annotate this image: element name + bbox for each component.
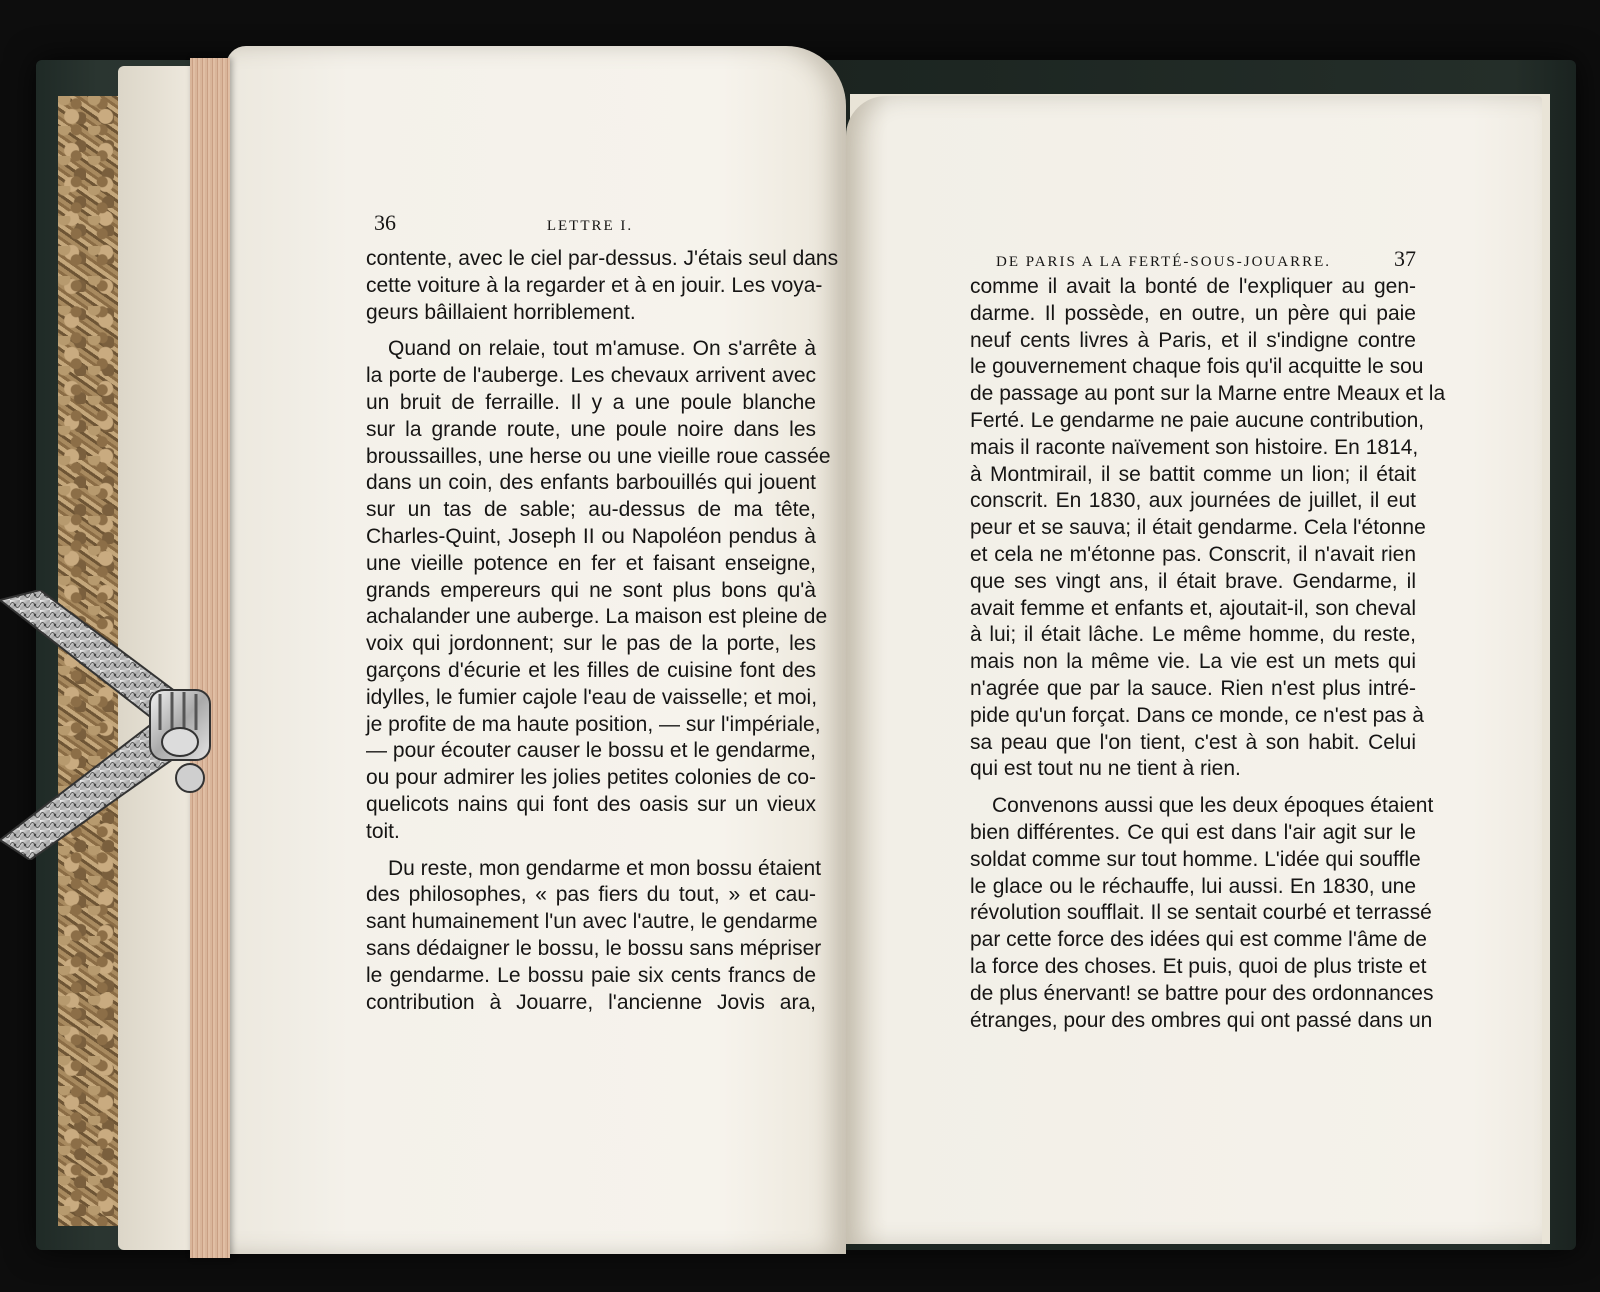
text-line: darme. Il possède, en outre, un père qui paie	[970, 301, 1416, 325]
text-line: conscrit. En 1830, aux journées de juillet, il eut	[970, 489, 1416, 513]
text-line: dans un coin, des enfants barbouillés qui jouent	[366, 471, 816, 495]
text-line: mais non la même vie. La vie est un mets qui	[970, 650, 1416, 674]
text-line: des philosophes, « pas fiers du tout, » et cau-	[366, 883, 816, 907]
text-line: sans dédaigner le bossu, le bossu sans mépriser	[366, 936, 822, 960]
text-line: comme il avait la bonté de l'expliquer au gen-	[970, 275, 1416, 298]
text-line: — pour écouter causer le bossu et le gendarme,	[366, 739, 816, 763]
text-line: à Montmirail, il se battit comme un lion; il était	[970, 462, 1416, 486]
right-running-head: DE PARIS A LA FERTÉ-SOUS-JOUARRE.	[996, 254, 1332, 270]
text-line: toit.	[366, 819, 400, 843]
text-line: un bruit de ferraille. Il y a une poule blanche	[366, 390, 816, 414]
text-line: sur un tas de sable; au-dessus de ma tête,	[366, 498, 816, 522]
text-line: mais il raconte naïvement son histoire. En 1814,	[970, 435, 1419, 459]
text-line: à lui; il était lâche. Le même homme, du reste,	[970, 623, 1416, 647]
text-line: grands empereurs qui ne sont plus bons qu'à	[366, 578, 816, 602]
text-line: Quand on relaie, tout m'amuse. On s'arrête à	[388, 337, 816, 361]
text-line: révolution soufflait. Il se sentait courbé et terrassé	[970, 901, 1432, 925]
text-line: peur et se sauva; il était gendarme. Cela l'étonne	[970, 516, 1426, 540]
text-line: et cela ne m'étonne pas. Conscrit, il n'avait rien	[970, 542, 1416, 566]
text-line: de passage au pont sur la Marne entre Meaux et la	[970, 382, 1446, 406]
left-page	[226, 46, 846, 1254]
text-line: garçons d'écurie et les filles de cuisine font des	[366, 658, 816, 682]
text-line: par cette force des idées qui est comme l'âme de	[970, 928, 1427, 952]
text-line: soldat comme sur tout homme. L'idée qui souffle	[970, 847, 1421, 871]
left-page-number: 36	[374, 210, 396, 235]
text-line: sur la grande route, une poule noire dans les	[366, 417, 816, 441]
right-page-body	[970, 274, 1446, 1034]
left-page-body	[366, 246, 839, 1016]
left-page-header	[374, 210, 824, 236]
text-line: que ses vingt ans, il était brave. Gendarme, il	[970, 569, 1416, 593]
paragraph-gap	[366, 326, 816, 336]
text-line: la porte de l'auberge. Les chevaux arrivent avec	[366, 364, 816, 388]
text-line: geurs bâillaient horriblement.	[366, 300, 636, 324]
text-line: voix qui jordonnent; sur le pas de la porte, les	[366, 632, 816, 656]
text-line: neuf cents livres à Paris, et il s'indigne contre	[970, 328, 1416, 352]
text-line: Du reste, mon gendarme et mon bossu étaient	[388, 856, 822, 880]
text-line: le gouvernement chaque fois qu'il acquitte le sou	[970, 355, 1424, 379]
text-line: étranges, pour des ombres qui ont passé dans un	[970, 1008, 1433, 1032]
text-line: Ferté. Le gendarme ne paie aucune contribution,	[970, 408, 1425, 432]
text-line: sa peau que l'on tient, c'est à son habit. Celui	[970, 730, 1416, 754]
text-line: contribution à Jouarre, l'ancienne Jovis ara,	[366, 990, 816, 1014]
text-line: Charles-Quint, Joseph II ou Napoléon pendus à	[366, 524, 816, 548]
text-line: Convenons aussi que les deux époques étaient	[992, 794, 1434, 818]
text-line: le glace ou le réchauffe, lui aussi. En 1830, une	[970, 874, 1416, 898]
text-line: je profite de ma haute position, — sur l'impériale,	[366, 712, 821, 736]
text-line: le gendarme. Le bossu paie six cents francs de	[366, 963, 816, 987]
text-line: bien différentes. Ce qui est dans l'air agit sur le	[970, 820, 1416, 844]
text-line: pide qu'un forçat. Dans ce monde, ce n'est pas à	[970, 703, 1424, 727]
text-line: avait femme et enfants et, ajoutait-il, son cheval	[970, 596, 1416, 620]
text-line: quelicots nains qui font des oasis sur un vieux	[366, 792, 816, 816]
right-page	[846, 96, 1542, 1244]
text-line: contente, avec le ciel par-dessus. J'étais seul dans	[366, 247, 839, 270]
text-line: une vieille potence en fer et faisant enseigne,	[366, 551, 816, 575]
text-line: ou pour admirer les jolies petites colonies de co-	[366, 766, 816, 790]
silver-hand-bookmark-clip-icon	[0, 590, 230, 860]
text-line: achalander une auberge. La maison est pleine de	[366, 605, 828, 629]
text-line: cette voiture à la regarder et à en jouir. Les voya-	[366, 273, 823, 297]
paragraph-gap	[970, 783, 1416, 793]
text-line: de plus énervant! se battre pour des ordonnances	[970, 981, 1434, 1005]
text-line: n'agrée que par la sauce. Rien n'est plus intré-	[970, 676, 1416, 700]
left-running-head: LETTRE I.	[546, 218, 634, 234]
text-line: idylles, le fumier cajole l'eau de vaisselle; et moi,	[366, 685, 818, 709]
text-line: la force des choses. Et puis, quoi de plus triste et	[970, 954, 1427, 978]
text-line: qui est tout nu ne tient à rien.	[970, 757, 1241, 781]
paragraph-gap	[366, 846, 816, 856]
right-page-header	[996, 246, 1416, 272]
text-line: broussailles, une herse ou une vieille roue cassée	[366, 444, 831, 468]
text-line: sant humainement l'un avec l'autre, le gendarme	[366, 910, 818, 934]
right-page-number: 37	[1394, 246, 1416, 271]
